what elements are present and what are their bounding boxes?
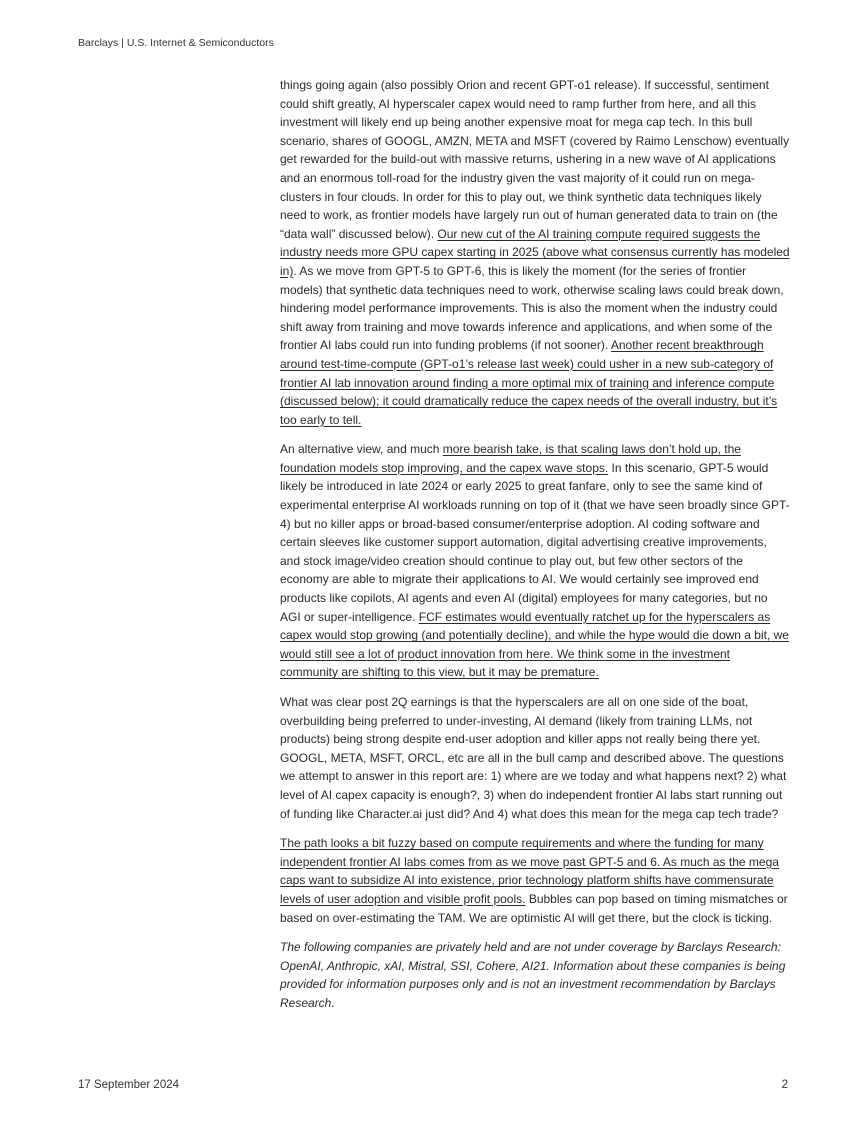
underlined-text-run: Our new cut of the AI training compute required suggests the industry needs more GPU capex starting in 2025 (above what consensus currently has modeled in) bbox=[280, 226, 790, 278]
paragraph-post-earnings bbox=[280, 693, 790, 823]
paragraph-path-fuzzy bbox=[280, 834, 790, 927]
underlined-text-run: The path looks a bit fuzzy based on compute requirements and where the funding for many independent frontier AI labs comes from as we move past GPT-5 and 6. As much as the mega caps want to subsidize AI into existence, prior technology platform shifts have commensurate levels of user adoption and visible profit pools. bbox=[280, 836, 779, 906]
disclaimer-paragraph: The following companies are privately held and are not under coverage by Barclays Research: OpenAI, Anthropic, xAI, Mistral, SSI, Cohere, AI21. Information about these companies is being provided for information purposes only and is not an investment recommendation by Barclays Research. bbox=[280, 940, 786, 1010]
text-run: . As we move from GPT-5 to GPT-6, this is likely the moment (for the series of frontier models) that synthetic data techniques need to work, otherwise scaling laws could break down, hindering model performance improvements. This is also the moment when the industry could shift away from training and move towards inference and applications, and when some of the frontier AI labs could run into funding problems (if not sooner). bbox=[280, 263, 784, 353]
footer-date: 17 September 2024 bbox=[78, 1079, 180, 1091]
text-run: An alternative view, and much bbox=[280, 442, 443, 457]
underlined-text-run: more bearish take, is that scaling laws don’t hold up, the foundation models stop improving, and the capex wave stops. bbox=[280, 442, 741, 475]
text-run: things going again (also possibly Orion and recent GPT-o1 release). If successful, sentiment could shift greatly, AI hyperscaler capex would need to ramp further from here, and all this investment will likely end up being another expensive moat for mega cap tech. In this bull scenario, shares of GOOGL, AMZN, META and MSFT (covered by Raimo Lenschow) eventually get rewarded for the build-out with massive returns, ushering in a new wave of AI applications and an enormous toll-road for the industry given the vast majority of it could run on mega-clusters in four clouds. In order for this to play out, we think synthetic data techniques likely need to work, as frontier models have largely run out of human generated data to train on (the “data wall” discussed below). bbox=[280, 78, 790, 241]
text-run: What was clear post 2Q earnings is that the hyperscalers are all on one side of the boat, overbuilding being preferred to under-investing, AI demand (likely from training LLMs, not products) being strong despite end-user adoption and killer apps not really being there yet. GOOGL, META, MSFT, ORCL, etc are all in the bull camp and described above. The questions we attempt to answer in this report are: 1) where are we today and what happens next? 2) what level of AI capex capacity is enough?, 3) when do independent frontier AI labs start running out of funding like Character.ai just did? And 4) what does this mean for the mega cap tech trade? bbox=[280, 695, 787, 821]
paragraph-bull-scenario bbox=[280, 76, 790, 429]
underlined-text-run: FCF estimates would eventually ratchet up for the hyperscalers as capex would stop growing (and potentially decline), and while the hype would die down a bit, we would still see a lot of product innovation from here. We think some in the investment community are shifting to this view, but it may be premature. bbox=[280, 609, 789, 680]
paragraph-bear-scenario bbox=[280, 440, 790, 682]
underlined-text-run: Another recent breakthrough around test-time-compute (GPT-o1’s release last week) could usher in a new sub-category of frontier AI lab innovation around finding a more optimal mix of training and inference compute (discussed below); it could dramatically reduce the capex needs of the overall industry, but it’s too early to tell. bbox=[280, 338, 778, 427]
report-body bbox=[280, 76, 790, 1024]
report-header: Barclays | U.S. Internet & Semiconductors bbox=[78, 37, 274, 49]
text-run: Bubbles can pop based on timing mismatches or based on over-estimating the TAM. We are optimistic AI will get there, but the clock is ticking. bbox=[280, 891, 788, 925]
text-run: In this scenario, GPT-5 would likely be introduced in late 2024 or early 2025 to great fanfare, only to see the same kind of experimental enterprise AI workloads running on top of it (that we have seen broadly since GPT-4) but no killer apps or broad-based consumer/enterprise adoption. AI coding software and certain sleeves like customer support automation, digital advertising creative improvements, and stock image/video creation should continue to play out, but few other sectors of the economy are able to migrate their applications to AI. We would certainly see improved end products like copilots, AI agents and even AI (digital) employees for many categories, but no AGI or super-intelligence. bbox=[280, 460, 790, 624]
page-number: 2 bbox=[781, 1079, 788, 1091]
